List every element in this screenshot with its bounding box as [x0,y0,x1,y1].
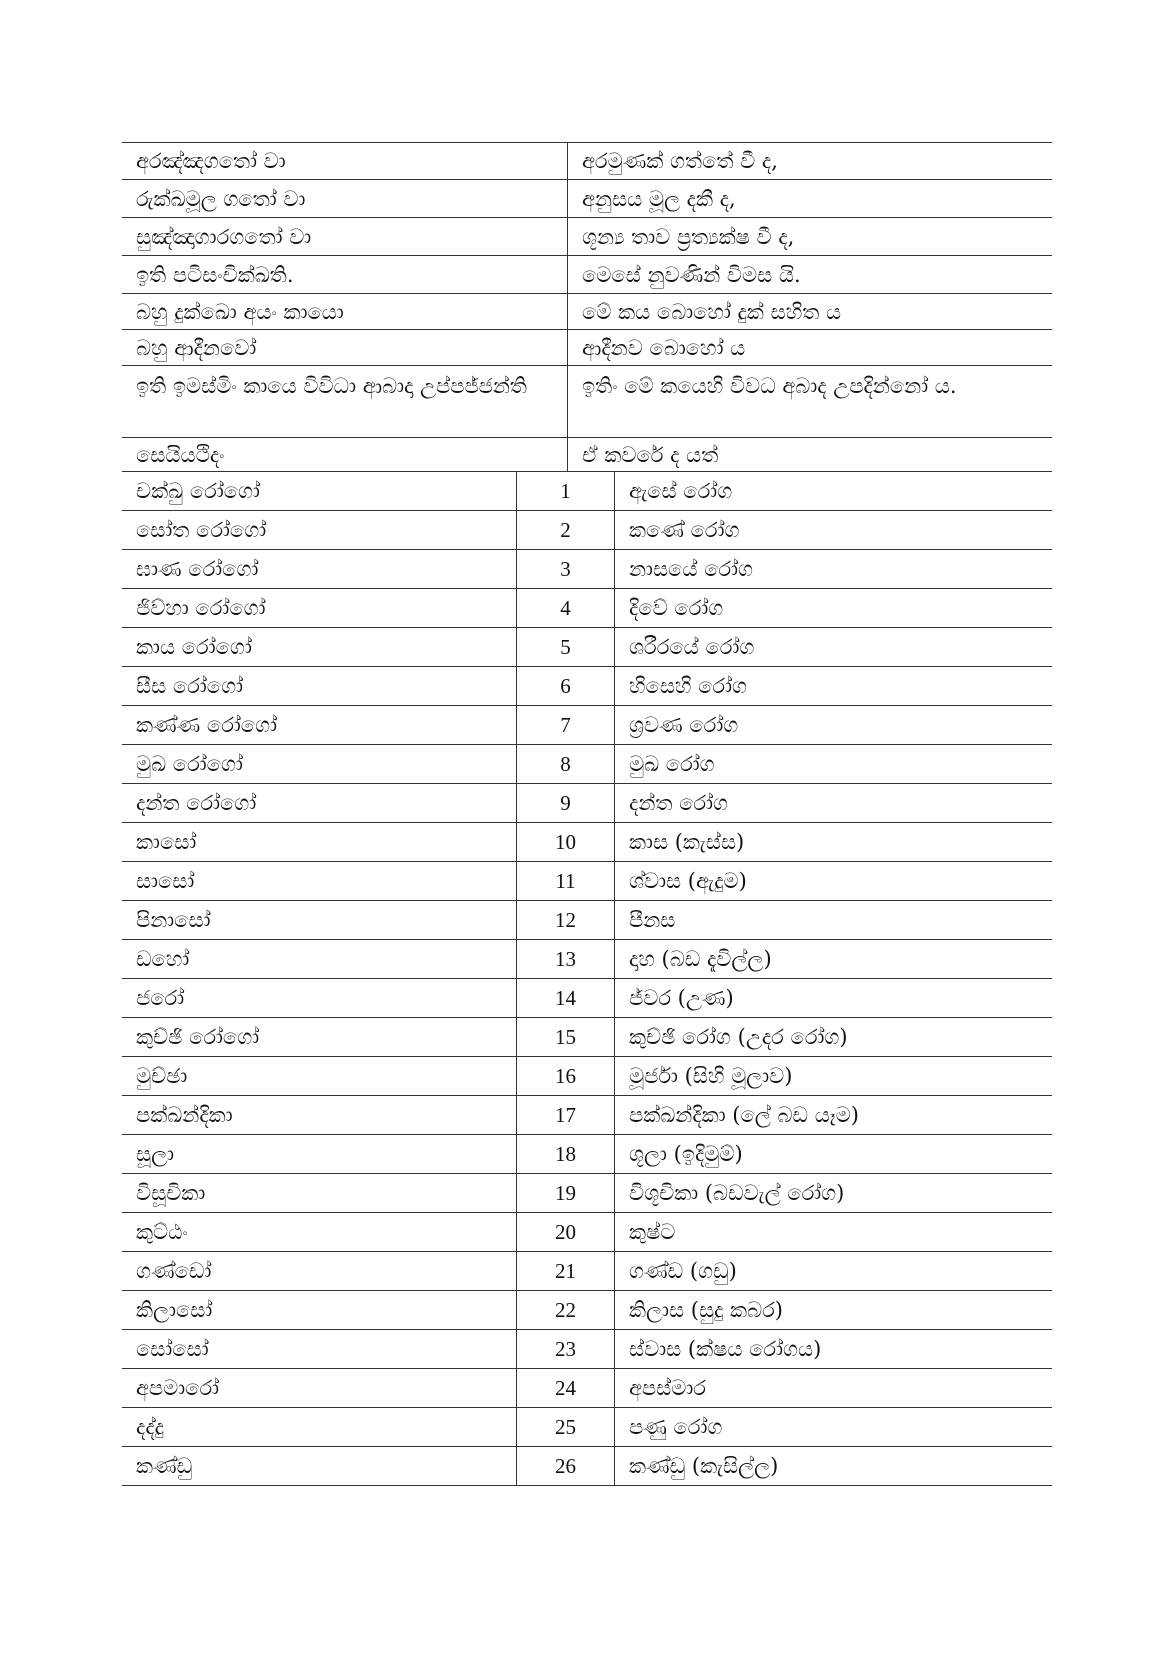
table-row [122,1057,1052,1096]
pali-cell: සාසෝ [122,862,517,900]
sinhala-cell: දාහ (බඩ දැවිල්ල) [629,946,772,971]
table-row [122,1291,1052,1330]
sinhala-cell: කණ්ඩු (කැසිල්ල) [629,1453,779,1478]
sinhala-cell: ශරීරයේ රෝග [629,634,755,659]
sinhala-cell: කණේ රෝග [629,517,740,542]
pali-cell: කාය රෝගෝ [122,628,517,666]
number-cell: 16 [517,1057,615,1095]
document-page [122,142,1052,1486]
pali-cell: බහු දුක්ඛො අයං කායො [122,294,568,329]
sinhala-cell: අපස්මාර [629,1375,706,1400]
table-row [122,1174,1052,1213]
table-row [122,628,1052,667]
sinhala-cell: අරමුණක් ගත්තේ වී ද, [582,149,778,173]
table-row [122,1135,1052,1174]
pali-cell: සෝසෝ [122,1330,517,1368]
pali-cell: අපමාරෝ [122,1369,517,1407]
sinhala-cell: දන්ත රෝග [629,790,729,815]
sinhala-cell: මූර්ජා (සිහි මූලාව) [629,1063,793,1088]
sinhala-cell: ශ්වාස (ඇදුම) [629,868,747,893]
sinhala-cell: ශූලා (ඉදිමුම්) [629,1141,743,1166]
number-cell: 2 [517,511,615,549]
number-cell: 6 [517,667,615,705]
sinhala-cell: කුෂ්ට [629,1219,676,1244]
table-row [122,979,1052,1018]
table-row [122,330,1052,366]
number-cell: 20 [517,1213,615,1251]
number-cell: 12 [517,901,615,939]
disease-table [122,472,1052,1486]
sinhala-cell: පණු රෝග [629,1414,723,1439]
sinhala-cell: කාස (කැස්ස) [629,829,745,854]
sinhala-cell: අනුසය මූල දකී ද, [582,186,736,211]
sinhala-cell: කුච්ඡි රෝග (උදර රෝග) [629,1024,848,1049]
table-row [122,511,1052,550]
pali-cell: දන්ත රෝගෝ [122,784,517,822]
table-row [122,1330,1052,1369]
pali-cell: දද්දු [122,1408,517,1446]
pali-cell: රුක්ඛමූල ගතෝ වා [122,180,568,217]
table-row [122,1096,1052,1135]
number-cell: 10 [517,823,615,861]
number-cell: 4 [517,589,615,627]
number-cell: 26 [517,1447,615,1485]
number-cell: 13 [517,940,615,978]
table-row [122,784,1052,823]
table-row [122,667,1052,706]
table-row [122,1018,1052,1057]
number-cell: 22 [517,1291,615,1329]
sinhala-cell: ස්වාස (ක්ෂය රෝගය) [629,1336,822,1361]
pali-cell: සෝත රෝගෝ [122,511,517,549]
pali-cell: ඉති පටිසංචික්ඛති. [122,256,568,293]
table-row [122,706,1052,745]
table-row [122,823,1052,862]
pali-cell: සුඤ්ඤාගාරගතෝ වා [122,218,568,255]
number-cell: 19 [517,1174,615,1212]
table-row [122,218,1052,256]
sinhala-cell: මෙසේ නුවණින් විමස යි. [582,262,801,287]
table-row [122,901,1052,940]
table-row [122,1408,1052,1447]
number-cell: 25 [517,1408,615,1446]
table-row [122,745,1052,784]
table-row [122,1213,1052,1252]
sinhala-cell: ශ්‍රවණ රෝග [629,712,739,737]
table-row [122,256,1052,294]
pali-cell: කාසෝ [122,823,517,861]
pali-cell: කිලාසෝ [122,1291,517,1329]
pali-cell: පක්ඛන්දිකා [122,1096,517,1134]
table-row [122,1369,1052,1408]
number-cell: 14 [517,979,615,1017]
number-cell: 7 [517,706,615,744]
sinhala-cell: විශූචිකා (බඩවැල් රෝග) [629,1180,845,1205]
sinhala-cell: ඇසේ රෝග [629,478,733,503]
pali-cell: සීස රෝගෝ [122,667,517,705]
pali-cell: සෙයියථිදං [122,438,568,471]
sinhala-cell: මුඛ රෝග [629,751,715,776]
number-cell: 24 [517,1369,615,1407]
number-cell: 21 [517,1252,615,1290]
number-cell: 18 [517,1135,615,1173]
table-row [122,1252,1052,1291]
sinhala-cell: හිසෙහි රෝග [629,673,748,698]
pali-cell: බහු ආදීනවෝ [122,330,568,365]
number-cell: 3 [517,550,615,588]
pali-cell: කුට්ඨං [122,1213,517,1251]
pali-cell: අරඤ්ඤගතෝ වා [122,143,568,179]
pali-cell: කුච්ඡි රෝගෝ [122,1018,517,1056]
pali-cell: ගණ්ඩෝ [122,1252,517,1290]
pali-cell: ඝාණ රෝගෝ [122,550,517,588]
number-cell: 23 [517,1330,615,1368]
sinhala-cell: ආදීනව බොහෝ ය [582,335,746,360]
sinhala-cell: දිවේ රෝග [629,595,724,620]
pali-cell: කණ්ණ රෝගෝ [122,706,517,744]
number-cell: 11 [517,862,615,900]
number-cell: 15 [517,1018,615,1056]
number-cell: 8 [517,745,615,783]
pali-cell: පිනාසෝ [122,901,517,939]
sinhala-cell: ශූන්‍ය තාව ප්‍රත්‍යක්ෂ වී ද, [582,224,795,249]
sinhala-cell: ඉතිං මේ කයෙහි විවධ අබාද උපදින්නෝ ය. [582,374,957,398]
sinhala-cell: පීනස [629,907,676,932]
sinhala-cell: ඒ කවරේ ද යත් [582,442,719,467]
intro-table [122,142,1052,472]
table-row [122,940,1052,979]
pali-cell: චක්ඛු රෝගෝ [122,472,517,510]
table-row [122,142,1052,180]
table-row [122,180,1052,218]
table-row [122,550,1052,589]
table-row [122,862,1052,901]
pali-cell: විසූචිකා [122,1174,517,1212]
pali-cell: ජිව්හා රෝගෝ [122,589,517,627]
pali-cell: ඩහෝ [122,940,517,978]
number-cell: 1 [517,472,615,510]
sinhala-cell: ජ්වර (උණ) [629,985,734,1010]
pali-cell: මුඛ රෝගෝ [122,745,517,783]
number-cell: 5 [517,628,615,666]
sinhala-cell: පක්ඛන්දිකා (ලේ බඩ යෑම) [629,1102,859,1127]
pali-cell: සූලා [122,1135,517,1173]
sinhala-cell: නාසයේ රෝග [629,556,754,581]
table-row [122,438,1052,472]
table-row [122,366,1052,438]
sinhala-cell: කිලාස (සුදු කබර) [629,1297,783,1322]
table-row [122,1447,1052,1486]
table-row [122,589,1052,628]
sinhala-cell: ගණ්ඩ (ගඩු) [629,1258,737,1283]
pali-cell: ඉති ඉමස්මිං කායෙ විවිධා ආබාදා උප්පජ්ජන්ති [122,366,568,437]
number-cell: 9 [517,784,615,822]
sinhala-cell: මේ කය බොහෝ දුක් සහිත ය [582,299,842,324]
number-cell: 17 [517,1096,615,1134]
table-row [122,294,1052,330]
pali-cell: මුච්ඡා [122,1057,517,1095]
pali-cell: කණ්ඩු [122,1447,517,1485]
table-row [122,472,1052,511]
pali-cell: ජරෝ [122,979,517,1017]
